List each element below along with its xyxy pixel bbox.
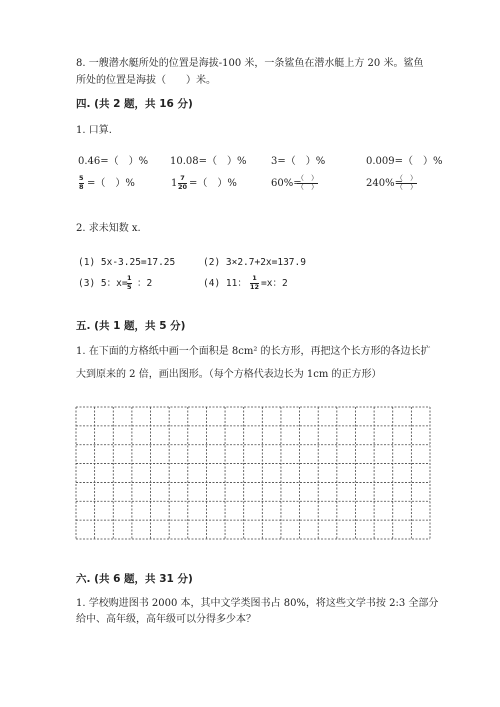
equation-3-suffix: ：2 <box>137 278 153 289</box>
section-5-question-line1: 1. 在下面的方格纸中画一个面积是 8cm² 的长方形，再把这个长方形的各边长扩 <box>76 346 431 357</box>
mental-math-4: 0.009=（ ）% <box>366 156 443 167</box>
question-2-title: 2. 求未知数 x. <box>76 223 141 234</box>
mental-math-5-suffix: =（ ）% <box>87 178 135 189</box>
equation-1: (1) 5x-3.25=17.25 <box>78 257 176 268</box>
mental-math-6-suffix: =（ ）% <box>189 178 237 189</box>
question-8-line2: 所处的位置是海拔（ ）米。 <box>76 75 216 86</box>
mixed-number-whole: 1 <box>171 178 178 189</box>
mental-math-8-prefix: 240%= <box>366 178 403 189</box>
equation-3-prefix: (3) 5：x= <box>78 278 128 289</box>
mental-math-1: 0.46=（ ）% <box>78 156 149 167</box>
section-6-question-line2: 给中、高年级，高年级可以分得多少本？ <box>76 614 256 625</box>
mental-math-3: 3=（ ）% <box>271 156 326 167</box>
equation-4-suffix: =x：2 <box>261 278 288 289</box>
question-8-line1: 8. 一艘潜水艇所处的位置是海拔-100 米，一条鲨鱼在潜水艇上方 20 米。鲨鱼 <box>76 58 424 69</box>
section-6-question-line1: 1. 学校购进图书 2000 本，其中文学类图书占 80%，将这些文学书按 2:3 全部分 <box>76 598 439 609</box>
mental-math-2: 10.08=（ ）% <box>170 156 247 167</box>
section-4-header: 四. (共 2 题，共 16 分) <box>76 98 193 110</box>
equation-2: (2) 3×2.7+2x=137.9 <box>203 257 306 268</box>
dashed-grid-paper[interactable] <box>75 406 431 540</box>
blank-fraction-7: （ ） （ ） <box>297 174 318 191</box>
section-5-question-line2: 大到原来的 2 倍，画出图形。（每个方格代表边长为 1cm 的正方形） <box>76 369 382 380</box>
equation-4-prefix: (4) 11： <box>203 278 247 289</box>
section-6-header: 六. (共 6 题，共 31 分) <box>76 573 193 585</box>
fraction-7-20: 7 20 <box>178 174 188 191</box>
fraction-1-5: 1 5 <box>127 274 132 291</box>
mental-math-7-prefix: 60%= <box>271 178 302 189</box>
section-5-header: 五. (共 1 题，共 5 分) <box>76 320 186 332</box>
blank-fraction-8: （ ） （ ） <box>396 174 417 191</box>
fraction-1-12: 1 12 <box>250 274 260 291</box>
question-1-title: 1. 口算. <box>76 125 112 136</box>
fraction-5-8: 5 8 <box>79 174 84 191</box>
